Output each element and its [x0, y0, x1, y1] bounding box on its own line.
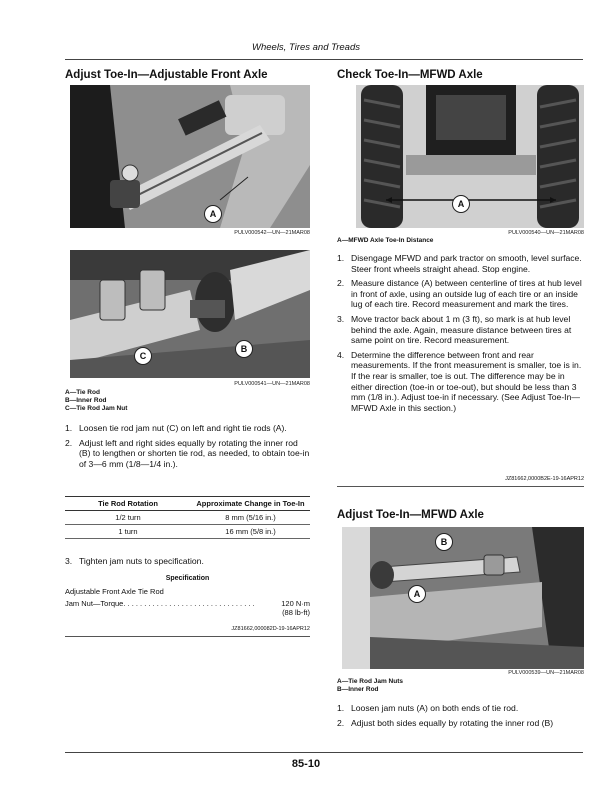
legend-item: B—Inner Rod	[65, 397, 107, 404]
mfwd-tie-rod-photo	[342, 527, 584, 669]
table-header: Approximate Change in Toe-In	[191, 497, 310, 511]
step-item: 1. Loosen jam nuts (A) on both ends of tie rod.	[337, 703, 519, 713]
table-row: 1 turn 16 mm (5/8 in.)	[65, 525, 310, 539]
footer-divider	[65, 752, 583, 753]
table-row: 1/2 turn 8 mm (5/16 in.)	[65, 511, 310, 525]
left-steps	[65, 423, 310, 473]
spec-title: Specification	[165, 575, 210, 582]
right-legend	[337, 678, 403, 694]
tie-rod-photo-2	[70, 250, 310, 378]
step-item: 2. Measure distance (A) between centerline of tires at hub level in front of axle, using an outside lug of each tire or an inside lug of each tire. Record measurement and mark the tires.	[337, 278, 582, 310]
left-end-rule	[65, 636, 310, 637]
right-steps	[337, 253, 584, 417]
legend-item: B—Inner Rod	[337, 686, 379, 693]
callout-b-1: B	[235, 340, 253, 358]
legend-item: A—Tie Rod Jam Nuts	[337, 678, 403, 685]
right-heading-1: Check Toe-In—MFWD Axle	[337, 69, 483, 81]
step-item: 3. Move tractor back about 1 m (3 ft), so mark is at hub level behind the axle. Again, measure distance between tires at same point on tire. Record measurement.	[337, 313, 572, 346]
photo4-caption: PULV000539—UN—21MAR08	[508, 670, 584, 676]
callout-c: C	[134, 347, 152, 365]
spec-value-imperial: (88 lb-ft)	[282, 608, 310, 617]
spec-label: Jam Nut—Torque. . . . . . . . . . . . . . . . . . . . . . . . . . . . . . . .	[65, 599, 255, 608]
step-item: 3. Tighten jam nuts to specification.	[65, 556, 204, 566]
photo1-caption: PULV000542—UN—21MAR08	[234, 230, 310, 236]
left-step-3	[65, 556, 310, 571]
photo3-caption: PULV000540—UN—21MAR08	[508, 230, 584, 236]
photo3-legend: A—MFWD Axle Toe-In Distance	[337, 237, 434, 244]
table-header: Tie Rod Rotation	[65, 497, 191, 511]
mfwd-toe-photo	[356, 85, 584, 228]
spec-value: 120 N·m	[281, 599, 310, 608]
right-steps-2	[337, 703, 584, 732]
step-item: 2. Adjust both sides equally by rotating the inner rod (B)	[337, 717, 554, 728]
left-legend	[65, 389, 127, 413]
right-heading-2: Adjust Toe-In—MFWD Axle	[337, 509, 484, 521]
callout-a-1: A	[204, 205, 222, 223]
callout-b-4: B	[435, 533, 453, 551]
step-item: 2. Adjust left and right sides equally by rotating the inner rod (B) to lengthen or shorten tie rod, as needed, to obtain toe-in of 3—6 mm (1/8—1/4 in.).	[65, 437, 310, 469]
step-item: 4. Determine the difference between front and rear measurements. If the front measurement is smaller, toe is in. If the rear is smaller, toe is out. The difference may be in either direction (toe-in or toe-out), but should be less than 3 mm (1/8 in.). Adjust toe-in if necessary. (See Adjust Toe-In—MFWD Axle in this section.)	[337, 349, 582, 413]
callout-a-3: A	[452, 195, 470, 213]
right-end-rule	[337, 486, 584, 487]
running-header: Wheels, Tires and Treads	[252, 42, 360, 53]
step-item: 1. Loosen tie rod jam nut (C) on left and right tie rods (A).	[65, 423, 287, 433]
header-divider	[65, 59, 583, 60]
right-ref-code: JZ81662,0000B2E-19-16APR12	[505, 476, 584, 482]
left-ref-code: JZ81662,000082D-19-16APR12	[231, 626, 310, 632]
page-number: 85-10	[291, 758, 321, 770]
step-item: 1. Disengage MFWD and park tractor on smooth, level surface. Steer front wheels straight ahead. Stop engine.	[337, 253, 582, 274]
photo2-caption: PULV000541—UN—21MAR08	[234, 381, 310, 387]
rotation-table	[65, 497, 310, 539]
legend-item: A—Tie Rod	[65, 389, 100, 396]
legend-item: C—Tie Rod Jam Nut	[65, 405, 128, 412]
callout-a-4: A	[408, 585, 426, 603]
spec-component: Adjustable Front Axle Tie Rod	[65, 587, 164, 596]
tie-rod-photo-1	[70, 85, 310, 228]
left-heading: Adjust Toe-In—Adjustable Front Axle	[65, 69, 268, 81]
